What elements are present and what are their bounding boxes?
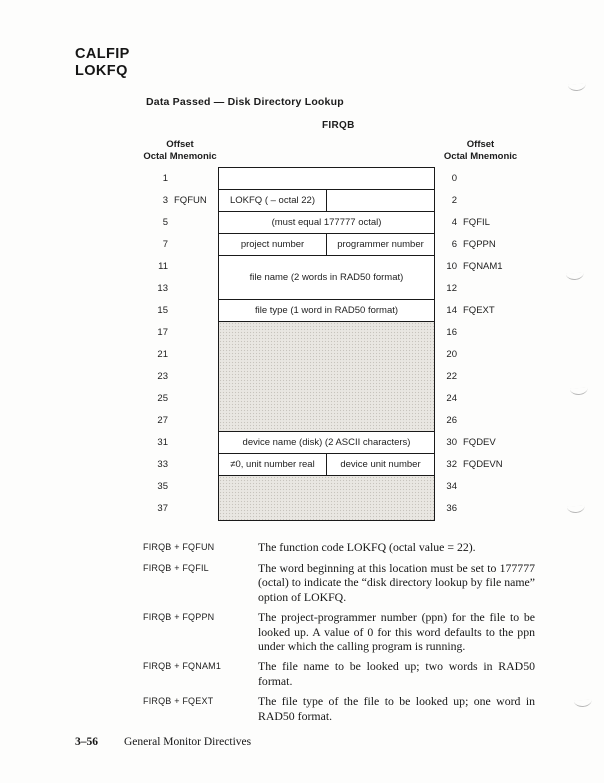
description-term: FIRQB + FQEXT	[143, 696, 214, 707]
offset-octal-left: 21	[157, 348, 168, 360]
offset-octal-right: 14	[446, 304, 457, 316]
table-cell-text: file name (2 words in RAD50 format)	[249, 272, 404, 283]
right-header-offset: Offset	[466, 139, 495, 150]
offset-label-right	[437, 409, 549, 431]
offset-mnemonic-right: FQFIL	[463, 216, 490, 228]
offset-label-left	[138, 409, 216, 431]
right-header-octal-mnemonic: Octal Mnemonic	[443, 151, 518, 162]
description-term: FIRQB + FQFUN	[143, 542, 215, 552]
offset-octal-left: 25	[157, 392, 168, 404]
offset-octal-right: 32	[446, 458, 457, 470]
offset-octal-right: 22	[446, 370, 457, 382]
offset-label-right	[437, 431, 549, 453]
offset-label-right	[437, 343, 549, 365]
table-cell	[219, 476, 434, 520]
table-cell-half-left: LOKFQ ( – octal 22)	[219, 190, 327, 211]
offset-octal-right: 10	[446, 260, 457, 272]
description-list	[143, 540, 535, 729]
table-cell-split	[219, 190, 434, 212]
offset-mnemonic-right: FQEXT	[463, 304, 495, 316]
offset-octal-left: 35	[157, 480, 168, 492]
offset-mnemonic-left: FQFUN	[174, 194, 207, 206]
table-cell	[219, 322, 434, 432]
offset-octal-right: 6	[451, 238, 457, 250]
offset-label-right	[437, 475, 549, 497]
offset-octal-left: 3	[162, 194, 168, 206]
offset-label-left	[138, 277, 216, 299]
offset-label-right	[437, 211, 549, 233]
offset-octal-left: 1	[162, 172, 168, 184]
function-name: LOKFQ	[75, 63, 128, 79]
offset-octal-left: 7	[162, 238, 168, 250]
offset-octal-right: 16	[446, 326, 457, 338]
table-cell-text: file type (1 word in RAD50 format)	[254, 305, 399, 316]
table-cell-half-right: device unit number	[340, 459, 421, 470]
offset-octal-right: 24	[446, 392, 457, 404]
page-footer	[75, 736, 251, 748]
offset-label-right	[437, 167, 549, 189]
table-cell-half-right: programmer number	[337, 239, 424, 250]
table-cell	[219, 168, 434, 190]
table-cell	[219, 300, 434, 322]
firqb-block-label: FIRQB	[322, 120, 355, 131]
description-text: The file name to be looked up; two words in RAD50 format.	[258, 659, 535, 688]
firqb-table	[218, 167, 435, 521]
offset-octal-right: 36	[446, 502, 457, 514]
offset-octal-right: 0	[451, 172, 457, 184]
left-header-offset: Offset	[166, 139, 194, 150]
offset-octal-right: 26	[446, 414, 457, 426]
offset-label-left	[138, 343, 216, 365]
offset-label-right	[437, 387, 549, 409]
offset-mnemonic-right: FQDEV	[463, 436, 496, 448]
offset-octal-left: 11	[158, 260, 168, 272]
description-text: The project-programmer number (ppn) for the file to be looked up. A value of 0 for this word defaults to the ppn under which the calling program is running.	[258, 610, 535, 654]
offset-label-left	[138, 167, 216, 189]
offset-mnemonic-right: FQNAM1	[463, 260, 503, 272]
offset-label-right	[437, 189, 549, 211]
table-cell-text: device name (disk) (2 ASCII characters)	[242, 437, 411, 448]
offset-mnemonic-right: FQPPN	[463, 238, 496, 250]
offset-octal-left: 33	[157, 458, 168, 470]
offset-octal-left: 15	[157, 304, 168, 316]
offset-octal-left: 17	[157, 326, 168, 338]
offset-octal-left: 31	[157, 436, 168, 448]
offset-label-right	[437, 233, 549, 255]
offset-octal-left: 5	[162, 216, 168, 228]
description-text: The file type of the file to be looked up; one word in RAD50 format.	[258, 694, 535, 723]
table-cell	[219, 256, 434, 300]
offset-label-left	[138, 497, 216, 519]
offset-label-left	[138, 189, 216, 211]
offset-label-left	[138, 431, 216, 453]
directive-name: CALFIP	[75, 46, 130, 62]
description-entry	[143, 561, 535, 604]
table-cell	[219, 212, 434, 234]
offset-octal-left: 37	[157, 502, 168, 514]
offset-octal-right: 4	[451, 216, 457, 228]
offset-label-right	[437, 365, 549, 387]
description-entry	[143, 540, 535, 555]
scan-artifact	[574, 699, 592, 707]
scan-artifact	[567, 505, 585, 513]
offset-label-right	[437, 255, 549, 277]
description-entry	[143, 694, 535, 723]
description-entry	[143, 659, 535, 688]
table-cell-split	[219, 234, 434, 256]
description-entry	[143, 610, 535, 653]
offset-octal-left: 27	[157, 414, 168, 426]
offset-label-left	[138, 211, 216, 233]
offset-octal-right: 20	[446, 348, 457, 360]
offset-labels-right	[437, 167, 549, 519]
offset-octal-left: 23	[157, 370, 168, 382]
page-number: 3–56	[75, 736, 98, 748]
table-cell-half-left: ≠0, unit number real	[219, 454, 327, 475]
table-cell-half-left: project number	[219, 234, 327, 255]
offset-label-right	[437, 277, 549, 299]
scan-artifact	[570, 387, 588, 395]
scan-artifact	[566, 272, 584, 280]
offset-label-right	[437, 321, 549, 343]
offset-label-left	[138, 321, 216, 343]
table-cell-half-right	[327, 190, 434, 211]
offset-label-left	[138, 255, 216, 277]
description-text: The word beginning at this location must be set to 177777 (octal) to indicate the “disk directory lookup by file name” option of LOKFQ.	[258, 561, 535, 604]
table-cell-split	[219, 454, 434, 476]
table-cell	[219, 432, 434, 454]
offset-labels-left	[138, 167, 216, 519]
table-cell-text: (must equal 177777 octal)	[271, 217, 382, 228]
description-text: The function code LOKFQ (octal value = 22).	[258, 540, 476, 554]
offset-octal-right: 34	[446, 480, 457, 492]
offset-label-left	[138, 453, 216, 475]
offset-label-right	[437, 497, 549, 519]
scan-artifact	[568, 83, 586, 91]
offset-octal-left: 13	[157, 282, 168, 294]
left-column-header	[142, 139, 218, 163]
right-column-header	[433, 139, 528, 163]
offset-octal-right: 12	[446, 282, 457, 294]
footer-title: General Monitor Directives	[124, 736, 252, 748]
description-term: FIRQB + FQPPN	[143, 612, 215, 623]
offset-octal-right: 30	[446, 436, 457, 448]
left-header-octal-mnemonic: Octal Mnemonic	[143, 151, 217, 162]
description-term: FIRQB + FQFIL	[143, 563, 209, 573]
offset-octal-right: 2	[451, 194, 457, 206]
offset-label-left	[138, 365, 216, 387]
diagram-title: Data Passed — Disk Directory Lookup	[146, 96, 344, 108]
offset-label-right	[437, 299, 549, 321]
offset-label-left	[138, 387, 216, 409]
offset-mnemonic-right: FQDEVN	[463, 458, 503, 470]
offset-label-left	[138, 475, 216, 497]
offset-label-left	[138, 299, 216, 321]
offset-label-left	[138, 233, 216, 255]
directive-heading	[75, 46, 130, 80]
description-term: FIRQB + FQNAM1	[143, 661, 222, 672]
offset-label-right	[437, 453, 549, 475]
